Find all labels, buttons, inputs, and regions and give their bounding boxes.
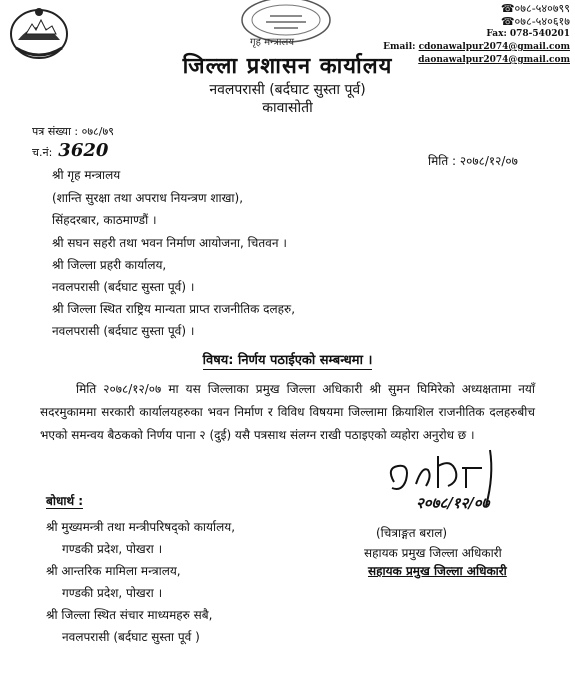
recipient-line: श्री सघन सहरी तथा भवन निर्माण आयोजना, चितवन ।	[52, 236, 287, 250]
subject-line	[0, 350, 575, 368]
contact-block	[360, 2, 570, 67]
recipient-line: श्री गृह मन्त्रालय	[52, 168, 121, 182]
email-link-2[interactable]: daonawalpur2074@gmail.com	[418, 55, 570, 65]
cc-heading-text: बोधार्थ :	[46, 494, 84, 508]
recipient-line: नवलपरासी (बर्दघाट सुस्ता पूर्व) ।	[52, 324, 195, 338]
email-link-1[interactable]: cdonawalpur2074@gmail.com	[418, 42, 570, 52]
cc-line: श्री आन्तरिक मामिला मन्त्रालय,	[46, 564, 181, 578]
dispatch-label: च.नं:	[32, 146, 53, 159]
dispatch-number-handwritten: 3620	[58, 140, 109, 161]
office-location: नवलपरासी (बर्दघाट सुस्ता पूर्व)	[209, 82, 366, 98]
subject-text: विषय: निर्णय पठाईएको सम्बन्धमा ।	[202, 353, 373, 368]
signatory-title: सहायक प्रमुख जिल्ला अधिकारी	[364, 546, 502, 560]
cc-line: गण्डकी प्रदेश, पोखरा ।	[62, 586, 163, 600]
letter-date: मिति : २०७८/१२/०७	[428, 154, 518, 168]
ministry-line: गृह मन्त्रालय	[250, 37, 295, 48]
email-line-1	[360, 41, 570, 54]
recipient-line: सिंहदरबार, काठमाण्डौं ।	[52, 213, 157, 227]
letter-body: मिति २०७८/१२/०७ मा यस जिल्लाका प्रमुख जिल्ला अधिकारी श्री सुमन घिमिरेको अध्यक्षतामा नयाँ सदरमुकाममा सरकारी कार्यालयहरुका भवन निर्माण र विविध विषयमा जिल्लामा क्रियाशिल राजनीतिक दलहरुबीच भएको समन्वय बैठकको निर्णय पाना २ (दुई) यसै पत्रसाथ संलग्न राखी पठाइएको व्यहोरा अनुरोध छ ।	[40, 382, 535, 442]
recipient-line: श्री जिल्ला स्थित राष्ट्रिय मान्यता प्राप्त राजनीतिक दलहरु,	[52, 302, 296, 316]
email-label: Email:	[383, 42, 416, 52]
fax-number: Fax: 078-540201	[486, 29, 570, 39]
office-title: जिल्ला प्रशासन कार्यालय	[182, 54, 393, 79]
cc-line: श्री जिल्ला स्थित संचार माध्यमहरु सबै,	[46, 608, 213, 622]
office-town: कावासोती	[262, 100, 313, 116]
cc-heading	[46, 492, 83, 509]
signatory-stamp: सहायक प्रमुख जिल्ला अधिकारी	[368, 564, 507, 578]
cc-line: नवलपरासी (बर्दघाट सुस्ता पूर्व )	[62, 630, 200, 644]
recipient-line: श्री जिल्ला प्रहरी कार्यालय,	[52, 258, 167, 272]
phone-1: ☎०७८-५४०७९९	[500, 2, 570, 15]
reference-number: पत्र संख्या : ०७८/७९	[32, 125, 114, 138]
signatory-name: (चित्राङ्गत बराल)	[376, 526, 448, 540]
cc-line: श्री मुख्यमन्त्री तथा मन्त्रीपरिषद्को कार्यालय,	[46, 520, 236, 534]
recipient-line: नवलपरासी (बर्दघाट सुस्ता पूर्व) ।	[52, 280, 195, 294]
cc-line: गण्डकी प्रदेश, पोखरा ।	[62, 542, 163, 556]
email-line-2	[360, 54, 570, 67]
signature-date: २०७८/१२/०७	[416, 494, 490, 512]
recipient-line: (शान्ति सुरक्षा तथा अपराध नियन्त्रण शाखा),	[52, 191, 244, 205]
signature-icon	[382, 446, 532, 516]
dispatch-number	[32, 140, 108, 161]
phone-2: ☎०७८-५४०६१७	[500, 15, 570, 28]
